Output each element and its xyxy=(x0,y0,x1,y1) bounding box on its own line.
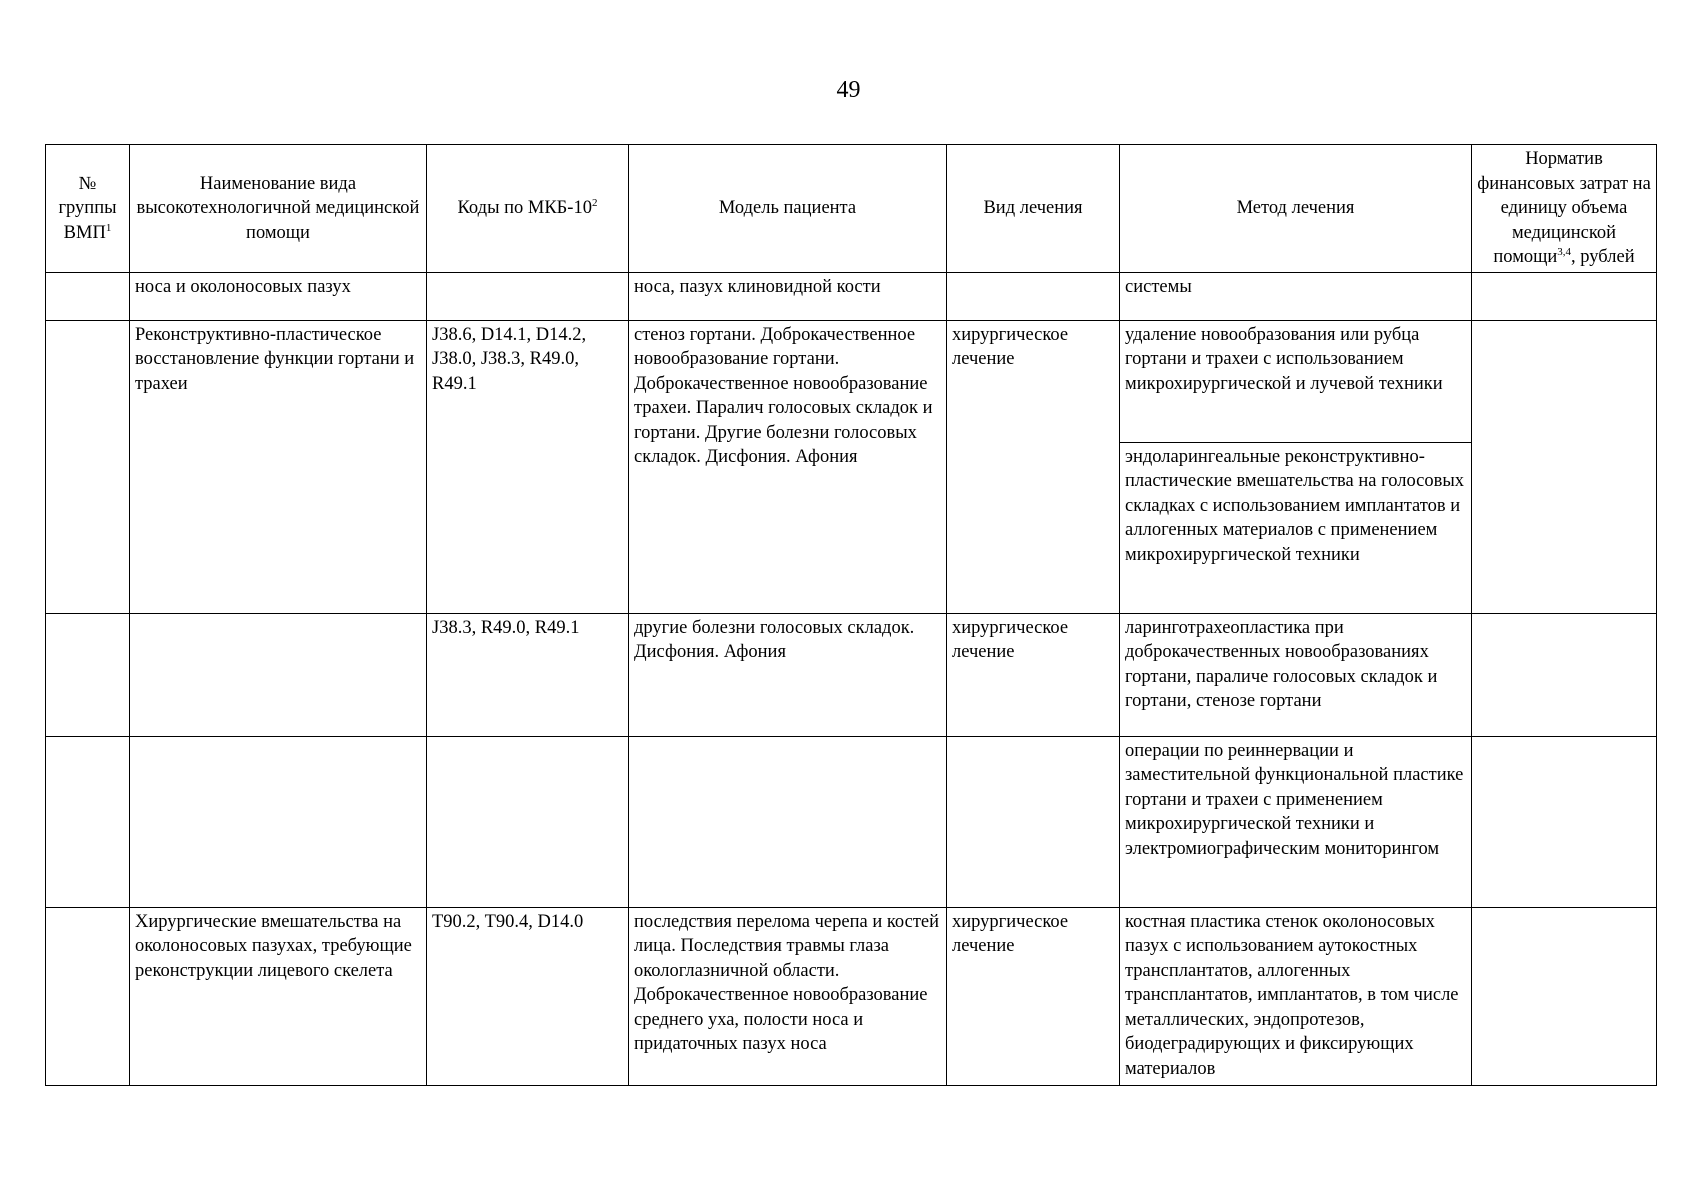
cell-treatment: хирургическое лечение xyxy=(947,907,1120,1086)
cell-method: операции по реиннервации и заместительной функциональной пластике гортани и трахеи с применением микрохирургической техники и электромиографическим мониторингом xyxy=(1120,736,1472,907)
footnote-mark: 1 xyxy=(105,221,112,234)
cell-treatment xyxy=(947,736,1120,907)
cell-model: носа, пазух клиновидной кости xyxy=(629,272,947,320)
cell-norm xyxy=(1472,736,1657,907)
footnote-mark: 3,4 xyxy=(1557,245,1572,258)
cell-group xyxy=(46,907,130,1086)
cell-treatment: хирургическое лечение xyxy=(947,613,1120,736)
cell-treatment: хирургическое лечение xyxy=(947,320,1120,613)
cell-norm xyxy=(1472,272,1657,320)
cell-method: эндоларингеальные реконструктивно-пластические вмешательства на голосовых складках с использованием имплантатов и аллогенных материалов с применением микрохирургической техники xyxy=(1120,442,1472,613)
cell-treatment xyxy=(947,272,1120,320)
cell-norm xyxy=(1472,613,1657,736)
cell-method: удаление новообразования или рубца гортани и трахеи с использованием микрохирургической и лучевой техники xyxy=(1120,320,1472,442)
cell-codes: J38.6, D14.1, D14.2, J38.0, J38.3, R49.0, R49.1 xyxy=(427,320,629,613)
cell-model xyxy=(629,736,947,907)
cell-norm xyxy=(1472,320,1657,613)
cell-norm xyxy=(1472,907,1657,1086)
cell-name xyxy=(130,613,427,736)
cell-method: ларинготрахеопластика при доброкачественных новообразованиях гортани, параличе голосовых складок и гортани, стенозе гортани xyxy=(1120,613,1472,736)
header-treatment-method: Метод лечения xyxy=(1120,145,1472,273)
cell-name: Хирургические вмешательства на околоносовых пазухах, требующие реконструкции лицевого скелета xyxy=(130,907,427,1086)
cell-codes: T90.2, T90.4, D14.0 xyxy=(427,907,629,1086)
cell-group xyxy=(46,320,130,613)
header-cost-norm xyxy=(1472,145,1657,273)
table-row xyxy=(46,907,1657,1086)
header-group-number-text: № группы ВМП xyxy=(58,173,117,243)
header-care-type-name: Наименование вида высокотехнологичной медицинской помощи xyxy=(130,145,427,273)
cell-model: стеноз гортани. Доброкачественное новообразование гортани. Доброкачественное новообразование трахеи. Паралич голосовых складок и гортани. Другие болезни голосовых складок. Дисфония. Афония xyxy=(629,320,947,613)
cell-name: Реконструктивно-пластическое восстановление функции гортани и трахеи xyxy=(130,320,427,613)
cell-codes xyxy=(427,736,629,907)
cell-codes xyxy=(427,272,629,320)
cell-group xyxy=(46,736,130,907)
footnote-mark: 2 xyxy=(591,196,598,209)
cell-group xyxy=(46,272,130,320)
table-row xyxy=(46,320,1657,442)
cell-codes: J38.3, R49.0, R49.1 xyxy=(427,613,629,736)
table-header xyxy=(46,145,1657,273)
cell-name xyxy=(130,736,427,907)
header-icd-codes-text: Коды по МКБ-10 xyxy=(457,198,592,218)
header-treatment-type: Вид лечения xyxy=(947,145,1120,273)
table-row xyxy=(46,736,1657,907)
page-number: 49 xyxy=(836,77,861,103)
header-patient-model: Модель пациента xyxy=(629,145,947,273)
cell-group xyxy=(46,613,130,736)
cell-model: другие болезни голосовых складок. Дисфония. Афония xyxy=(629,613,947,736)
table-row xyxy=(46,272,1657,320)
vmp-table xyxy=(45,144,1657,1086)
table-row xyxy=(46,613,1657,736)
cell-name: носа и околоносовых пазух xyxy=(130,272,427,320)
header-group-number xyxy=(46,145,130,273)
header-cost-norm-tail: , рублей xyxy=(1571,247,1635,267)
cell-model: последствия перелома черепа и костей лица. Последствия травмы глаза окологлазничной области. Доброкачественное новообразование среднего уха, полости носа и придаточных пазух носа xyxy=(629,907,947,1086)
header-cost-norm-text: Норматив финансовых затрат на единицу объема медицинской помощи xyxy=(1477,149,1651,267)
cell-method: костная пластика стенок околоносовых пазух с использованием аутокостных трансплантатов, аллогенных трансплантатов, имплантатов, в том числе металлических, эндопротезов, биодеградирующих и фиксирующих материалов xyxy=(1120,907,1472,1086)
cell-method: системы xyxy=(1120,272,1472,320)
header-icd-codes xyxy=(427,145,629,273)
